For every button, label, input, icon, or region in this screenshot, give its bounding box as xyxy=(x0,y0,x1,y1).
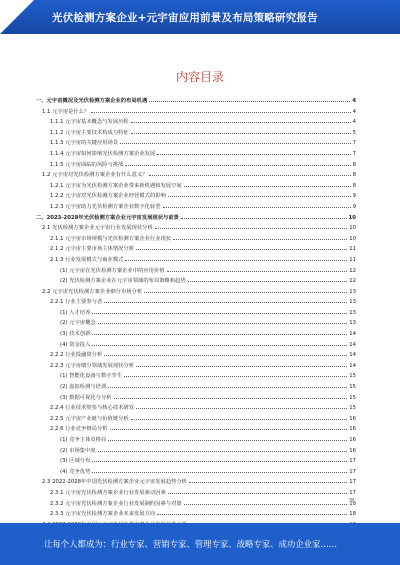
toc-entry-page-number: 14 xyxy=(349,331,356,338)
toc-entry[interactable] xyxy=(36,307,356,318)
toc-entry-label: 2.3 2022-2028年中国光伏检测方案企业元宇宙发展趋势分析 xyxy=(42,479,187,486)
toc-entry-page-number: 15 xyxy=(349,384,356,391)
toc-entry-label: 2.2 元宇宙光伏检测方案企业细分市场分析 xyxy=(42,288,143,295)
toc-entry-page-number: 15 xyxy=(349,373,356,380)
toc-entry-leader-dots xyxy=(114,392,348,399)
toc-entry-label: 2.2.6 行业竞争格局分析 xyxy=(50,426,108,433)
toc-entry-label: 1.1.3 元宇宙的关键应用场景 xyxy=(50,140,119,147)
toc-entry-leader-dots xyxy=(104,349,347,356)
toc-entry-leader-dots xyxy=(131,413,348,420)
toc-entry-leader-dots xyxy=(98,317,348,324)
toc-entry-label: (4) 资金投入 xyxy=(60,341,91,348)
toc-entry-page-number: 10 xyxy=(348,214,356,221)
toc-entry[interactable] xyxy=(36,222,356,233)
toc-entry[interactable] xyxy=(36,328,356,339)
toc-entry-page-number: 17 xyxy=(349,458,356,465)
toc-entry-page-number: 16 xyxy=(349,426,356,433)
toc-entry-label: 1.1 元宇宙是什么？ xyxy=(42,108,90,115)
toc-entry-leader-dots xyxy=(184,498,348,505)
toc-entry-label: (3) 数据可视化与分析 xyxy=(60,394,112,401)
toc-entry[interactable] xyxy=(36,233,356,244)
toc-entry-label: (2) 光伏检测方案企业在元宇宙领域的布局策略和趋势 xyxy=(60,278,186,285)
toc-entry[interactable] xyxy=(36,296,356,307)
toc-entry-leader-dots xyxy=(125,254,347,261)
toc-entry-label: (4) 竞争优势 xyxy=(60,468,91,475)
toc-entry-leader-dots xyxy=(149,95,350,102)
toc-entry[interactable] xyxy=(36,106,356,117)
toc-entry-leader-dots xyxy=(92,307,347,314)
toc-entry[interactable] xyxy=(36,148,356,159)
toc-entry-page-number: 10 xyxy=(349,225,356,232)
toc-entry[interactable] xyxy=(36,423,356,434)
toc-entry-leader-dots xyxy=(167,265,348,272)
toc-entry-leader-dots xyxy=(92,455,347,462)
toc-entry-leader-dots xyxy=(131,127,351,134)
toc-entry-page-number: 7 xyxy=(352,140,356,147)
toc-entry-leader-dots xyxy=(104,296,347,303)
toc-entry-label: 2.1.2 元宇宙主要市场主体情况分析 xyxy=(50,246,135,253)
toc-entry-label: 2.3.1 元宇宙光伏检测方案企业行业发展驱动因素 xyxy=(50,489,166,496)
toc-entry-page-number: 12 xyxy=(349,278,356,285)
toc-entry[interactable] xyxy=(36,508,356,519)
toc-entry[interactable] xyxy=(36,476,356,487)
toc-entry-label: 2.2.2 行业投融资分析 xyxy=(50,352,103,359)
toc-entry-leader-dots xyxy=(188,275,348,282)
toc-entry-page-number: 5 xyxy=(352,129,356,136)
toc-entry[interactable] xyxy=(36,201,356,212)
toc-entry-label: 2.1 光伏检测方案企业元宇宙行业发展现状分析 xyxy=(42,225,153,232)
toc-entry-label: 1.2.3 元宇宙助力光伏检测方案企业数字化转型 xyxy=(50,203,161,210)
toc-entry-page-number: 15 xyxy=(349,405,356,412)
document-title: 光伏检测方案企业+元宇宙应用前景及布局策略研究报告 xyxy=(52,12,318,24)
toc-entry[interactable] xyxy=(36,190,356,201)
toc-entry-page-number: 13 xyxy=(349,299,356,306)
toc-entry-leader-dots xyxy=(184,180,351,187)
toc-entry[interactable] xyxy=(36,254,356,265)
toc-entry-label: 2.1.1 元宇宙市场规模与光伏检测方案企业行业现状 xyxy=(50,235,172,242)
toc-entry-page-number: 14 xyxy=(349,341,356,348)
page-fold-mark xyxy=(348,498,354,504)
toc-entry-label: 1.1.4 元宇宙如何影响光伏检测方案企业发展 xyxy=(50,150,156,157)
toc-entry-leader-dots xyxy=(110,423,348,430)
toc-entry-page-number: 17 xyxy=(349,489,356,496)
toc-entry-leader-dots xyxy=(189,476,347,483)
header-corner-decoration xyxy=(0,0,34,34)
toc-entry-label: 1.2.1 元宇宙为光伏检测方案企业带来新机遇和发展空间 xyxy=(50,182,182,189)
toc-entry-leader-dots xyxy=(98,445,348,452)
toc-entry-leader-dots xyxy=(144,286,347,293)
toc-entry-leader-dots xyxy=(120,137,350,144)
toc-entry-page-number: 11 xyxy=(349,246,356,253)
toc-entry-page-number: 18 xyxy=(349,500,356,507)
toc-entry[interactable] xyxy=(36,275,356,286)
toc-entry-page-number: 17 xyxy=(349,468,356,475)
toc-entry-label: 2.2.3 元宇宙细分领域发展现状分析 xyxy=(50,362,135,369)
toc-entry[interactable] xyxy=(36,286,356,297)
toc-entry-page-number: 4 xyxy=(352,98,356,104)
toc-entry-label: 1.2.2 元宇宙对光伏检测方案企业经营模式的影响 xyxy=(50,193,166,200)
toc-entry[interactable] xyxy=(36,127,356,138)
toc-entry-page-number: 16 xyxy=(349,415,356,422)
toc-entry-leader-dots xyxy=(131,116,351,123)
toc-entry-leader-dots xyxy=(157,148,350,155)
toc-entry[interactable] xyxy=(36,180,356,191)
toc-entry-leader-dots xyxy=(108,434,347,441)
toc-entry[interactable] xyxy=(36,116,356,127)
toc-entry[interactable] xyxy=(36,137,356,148)
toc-entry-page-number: 9 xyxy=(352,193,356,200)
toc-entry[interactable] xyxy=(36,381,356,392)
toc-entry[interactable] xyxy=(36,466,356,477)
toc-entry-leader-dots xyxy=(168,487,347,494)
toc-entry-label: 二、2023-2028年光伏检测方案企业元宇宙发展现状与前景 xyxy=(36,214,179,221)
toc-entry-leader-dots xyxy=(163,201,351,208)
toc-entry-label: 1.1.2 元宇宙主要技术构成与特征 xyxy=(50,129,129,136)
toc-entry-page-number: 14 xyxy=(349,362,356,369)
toc-entry-leader-dots xyxy=(157,508,347,515)
toc-entry-leader-dots xyxy=(136,243,347,250)
toc-entry-page-number: 16 xyxy=(349,437,356,443)
toc-entry-leader-dots xyxy=(124,370,347,377)
header-banner xyxy=(0,0,400,34)
toc-entry-page-number: 14 xyxy=(349,352,356,359)
toc-entry-page-number: 13 xyxy=(349,320,356,327)
toc-entry-label: 2.3.2 元宇宙光伏检测方案企业行业发展制约因素与对策 xyxy=(50,500,182,507)
toc-entry-label: 一、元宇宙概况及光伏检测方案企业的布局机遇 xyxy=(36,98,148,104)
toc-entry-page-number: 13 xyxy=(349,288,356,295)
toc-entry[interactable] xyxy=(36,370,356,381)
toc-entry-label: 1.2 元宇宙对光伏检测方案企业有什么意义？ xyxy=(42,172,148,179)
toc-heading: 内容目录 xyxy=(175,70,224,84)
toc-entry-label: 2.2.1 行业主要参与者 xyxy=(50,299,103,306)
toc-entry-page-number: 18 xyxy=(349,511,356,518)
toc-entry[interactable] xyxy=(36,95,356,106)
footer-slogan: 让每个人都成为：行业专家、营销专家、管理专家、战略专家、成功企业家…… xyxy=(44,539,338,549)
toc-entry-page-number: 10 xyxy=(349,235,356,242)
toc-entry[interactable] xyxy=(36,487,356,498)
toc-entry-leader-dots xyxy=(149,169,350,176)
toc-entry[interactable] xyxy=(36,317,356,328)
toc-entry-label: (1) 智能化设备与数字孪生 xyxy=(60,373,123,380)
toc-entry-page-number: 11 xyxy=(349,256,356,263)
toc-entry-label: (1) 元宇宙在光伏检测方案企业中的应用价值 xyxy=(60,267,165,274)
toc-entry[interactable] xyxy=(36,243,356,254)
toc-entry-page-number: 4 xyxy=(352,108,356,115)
toc-entry-label: (1) 人才培养 xyxy=(60,309,91,316)
toc-entry-leader-dots xyxy=(92,466,347,473)
toc-entry[interactable] xyxy=(36,159,356,170)
toc-entry[interactable] xyxy=(36,413,356,424)
toc-entry[interactable] xyxy=(36,455,356,466)
toc-entry[interactable] xyxy=(36,402,356,413)
toc-entry-label: (1) 竞争主体及格局 xyxy=(60,437,107,443)
toc-entry[interactable] xyxy=(36,445,356,456)
toc-entry-label: (2) 虚拟检测与培训 xyxy=(60,384,107,391)
toc-entry-leader-dots xyxy=(92,339,347,346)
toc-entry-leader-dots xyxy=(125,159,350,166)
toc-entry[interactable] xyxy=(36,360,356,371)
toc-entry[interactable] xyxy=(36,498,356,509)
toc-entry-leader-dots xyxy=(92,328,347,335)
toc-entry-label: 2.3.3 元宇宙光伏检测方案企业未来发展方向 xyxy=(50,511,156,518)
toc-entry[interactable] xyxy=(36,349,356,360)
toc-entry-page-number: 16 xyxy=(349,447,356,454)
toc-entry-page-number: 8 xyxy=(352,172,356,179)
toc-entry-leader-dots xyxy=(136,402,347,409)
toc-entry-page-number: 13 xyxy=(349,309,356,316)
toc-entry-page-number: 15 xyxy=(349,394,356,401)
toc-entry-page-number: 17 xyxy=(349,479,356,486)
table-of-contents xyxy=(36,95,356,529)
toc-entry-leader-dots xyxy=(168,190,351,197)
toc-entry-label: (3) 技术创新 xyxy=(60,331,91,338)
toc-entry-leader-dots xyxy=(136,360,347,367)
toc-entry-label: 2.2.4 行业技术壁垒与核心技术研发 xyxy=(50,405,135,412)
toc-entry-leader-dots xyxy=(181,212,347,219)
toc-entry-label: (2) 市场集中度 xyxy=(60,447,96,454)
toc-entry[interactable] xyxy=(36,434,356,445)
toc-entry-label: (2) 元宇宙概念 xyxy=(60,320,96,327)
toc-entry-page-number: 4 xyxy=(352,119,356,126)
toc-entry-leader-dots xyxy=(173,233,347,240)
toc-entry-page-number: 12 xyxy=(349,267,356,274)
toc-entry[interactable] xyxy=(36,169,356,180)
toc-entry-leader-dots xyxy=(91,106,350,113)
toc-entry-page-number: 8 xyxy=(352,161,356,168)
toc-entry-label: (3) 区域分布 xyxy=(60,458,91,465)
toc-entry-label: 1.1.5 元宇宙面临的风险与挑战 xyxy=(50,161,124,168)
toc-entry-label: 1.1.1 元宇宙基本概念与发展历程 xyxy=(50,119,129,126)
toc-entry-leader-dots xyxy=(108,381,347,388)
toc-entry-leader-dots xyxy=(155,222,348,229)
toc-entry[interactable] xyxy=(36,339,356,350)
footer-banner xyxy=(0,523,400,565)
toc-entry[interactable] xyxy=(36,392,356,403)
toc-entry-page-number: 8 xyxy=(352,182,356,189)
toc-entry[interactable] xyxy=(36,265,356,276)
toc-entry-label: 2.1.3 行业发展模式与商业模式 xyxy=(50,256,124,263)
toc-entry-page-number: 7 xyxy=(352,150,356,157)
toc-entry-label: 2.2.5 元宇宙产业链与价值链分析 xyxy=(50,415,129,422)
toc-entry[interactable] xyxy=(36,212,356,223)
toc-entry-page-number: 9 xyxy=(352,203,356,210)
